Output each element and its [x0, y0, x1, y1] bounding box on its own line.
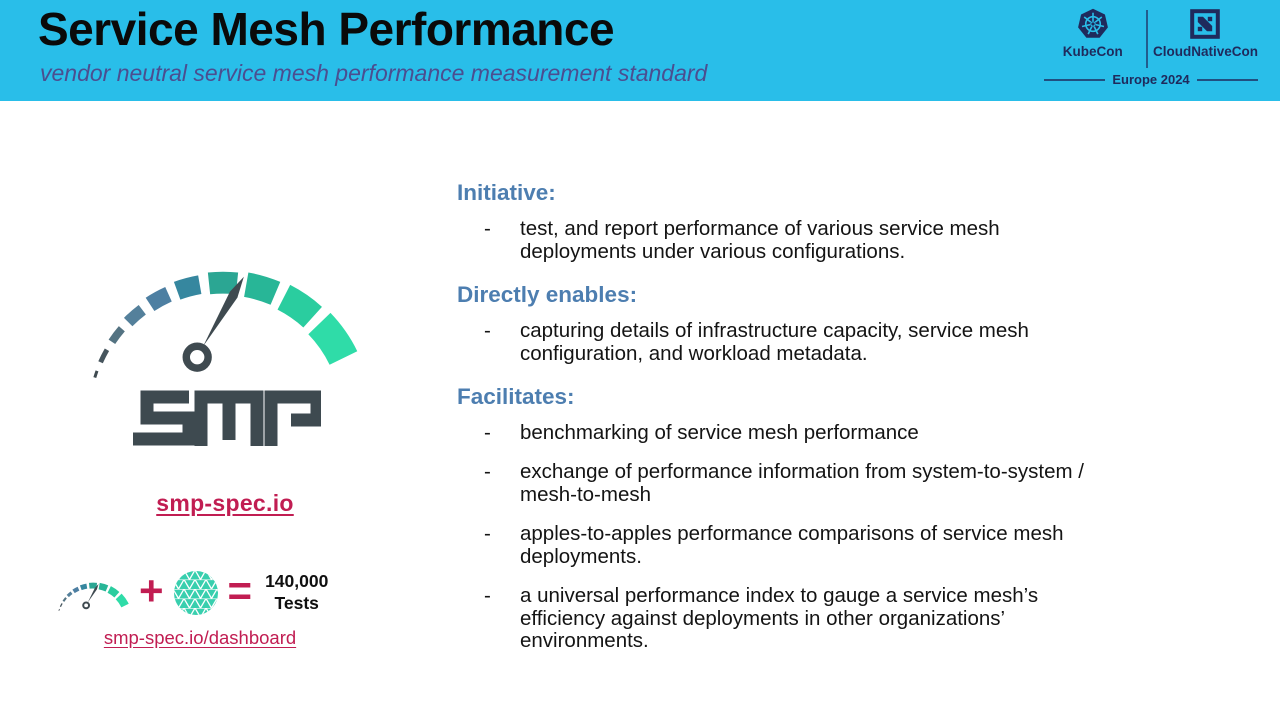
speedometer-gauge-icon: [56, 571, 130, 616]
section-directly-enables: [457, 282, 1117, 366]
header-banner: [0, 0, 1280, 101]
bullet-item: [457, 422, 1117, 445]
page-subtitle: vendor neutral service mesh performance measurement standard: [40, 60, 708, 86]
section-heading: Initiative:: [457, 180, 556, 205]
bullet-dash: -: [484, 420, 491, 444]
bullet-text: capturing details of infrastructure capacity, service mesh configuration, and workload metadata.: [520, 318, 1029, 365]
tests-equation: [56, 563, 328, 623]
dashboard-link[interactable]: smp-spec.io/dashboard: [103, 627, 297, 648]
speedometer-gauge-icon: [84, 228, 362, 397]
event-rule-left: [1044, 79, 1105, 81]
content-sections: [457, 180, 1117, 671]
bullet-text: a universal performance index to gauge a service mesh’s efficiency against deployments in other organizations’ environments.: [520, 583, 1039, 653]
page-title: Service Mesh Performance: [38, 3, 615, 55]
kubecon-logo: [1044, 7, 1141, 59]
cloudnativecon-square-icon: [1189, 7, 1221, 41]
bullet-item: [457, 585, 1117, 654]
bullet-dash: -: [484, 583, 491, 607]
conference-branding: [1044, 7, 1258, 87]
section-heading: Facilitates:: [457, 383, 575, 409]
logo-divider: [1146, 10, 1148, 68]
bullet-text: benchmarking of service mesh performance: [520, 420, 919, 444]
cloudnativecon-label: CloudNativeCon: [1152, 44, 1258, 59]
bullet-item: [457, 523, 1117, 569]
bullet-dash: -: [484, 217, 491, 240]
event-rule-right: [1197, 79, 1258, 81]
section-heading: Directly enables:: [457, 281, 638, 307]
smp-wordmark: [131, 389, 321, 458]
bullet-item: [457, 320, 1117, 366]
mesh-sphere-icon: [173, 570, 219, 616]
bullet-item: [457, 218, 1117, 264]
conference-event: [1044, 72, 1258, 87]
conference-logos-row: [1044, 7, 1258, 68]
smp-spec-link[interactable]: smp-spec.io: [156, 490, 294, 516]
kubecon-label: KubeCon: [1062, 44, 1123, 59]
cloudnativecon-logo: [1153, 7, 1258, 59]
tests-count: [265, 571, 328, 615]
section-facilitates: [457, 384, 1117, 654]
bullet-text: exchange of performance information from system-to-system / mesh-to-mesh: [520, 459, 1084, 506]
section-initiative: [457, 180, 1117, 264]
bullet-dash: -: [484, 459, 491, 483]
bullet-text: apples-to-apples performance comparisons of service mesh deployments.: [520, 521, 1064, 568]
smp-gauge-logo: [84, 228, 362, 402]
bullet-list: [457, 320, 1117, 366]
bullet-list: [457, 218, 1117, 264]
bullet-text: test, and report performance of various service mesh deployments under various configurations.: [520, 217, 1000, 263]
plus-sign: +: [139, 567, 164, 615]
tests-count-unit: Tests: [274, 593, 319, 613]
smp-letters-icon: [131, 389, 321, 453]
event-label: Europe 2024: [1112, 72, 1190, 87]
bullet-list: [457, 422, 1117, 654]
equals-sign: =: [227, 567, 253, 615]
bullet-dash: -: [484, 318, 491, 342]
kubernetes-helm-icon: [1077, 7, 1109, 41]
tests-count-value: 140,000: [265, 571, 329, 592]
bullet-item: [457, 461, 1117, 507]
bullet-dash: -: [484, 521, 491, 545]
